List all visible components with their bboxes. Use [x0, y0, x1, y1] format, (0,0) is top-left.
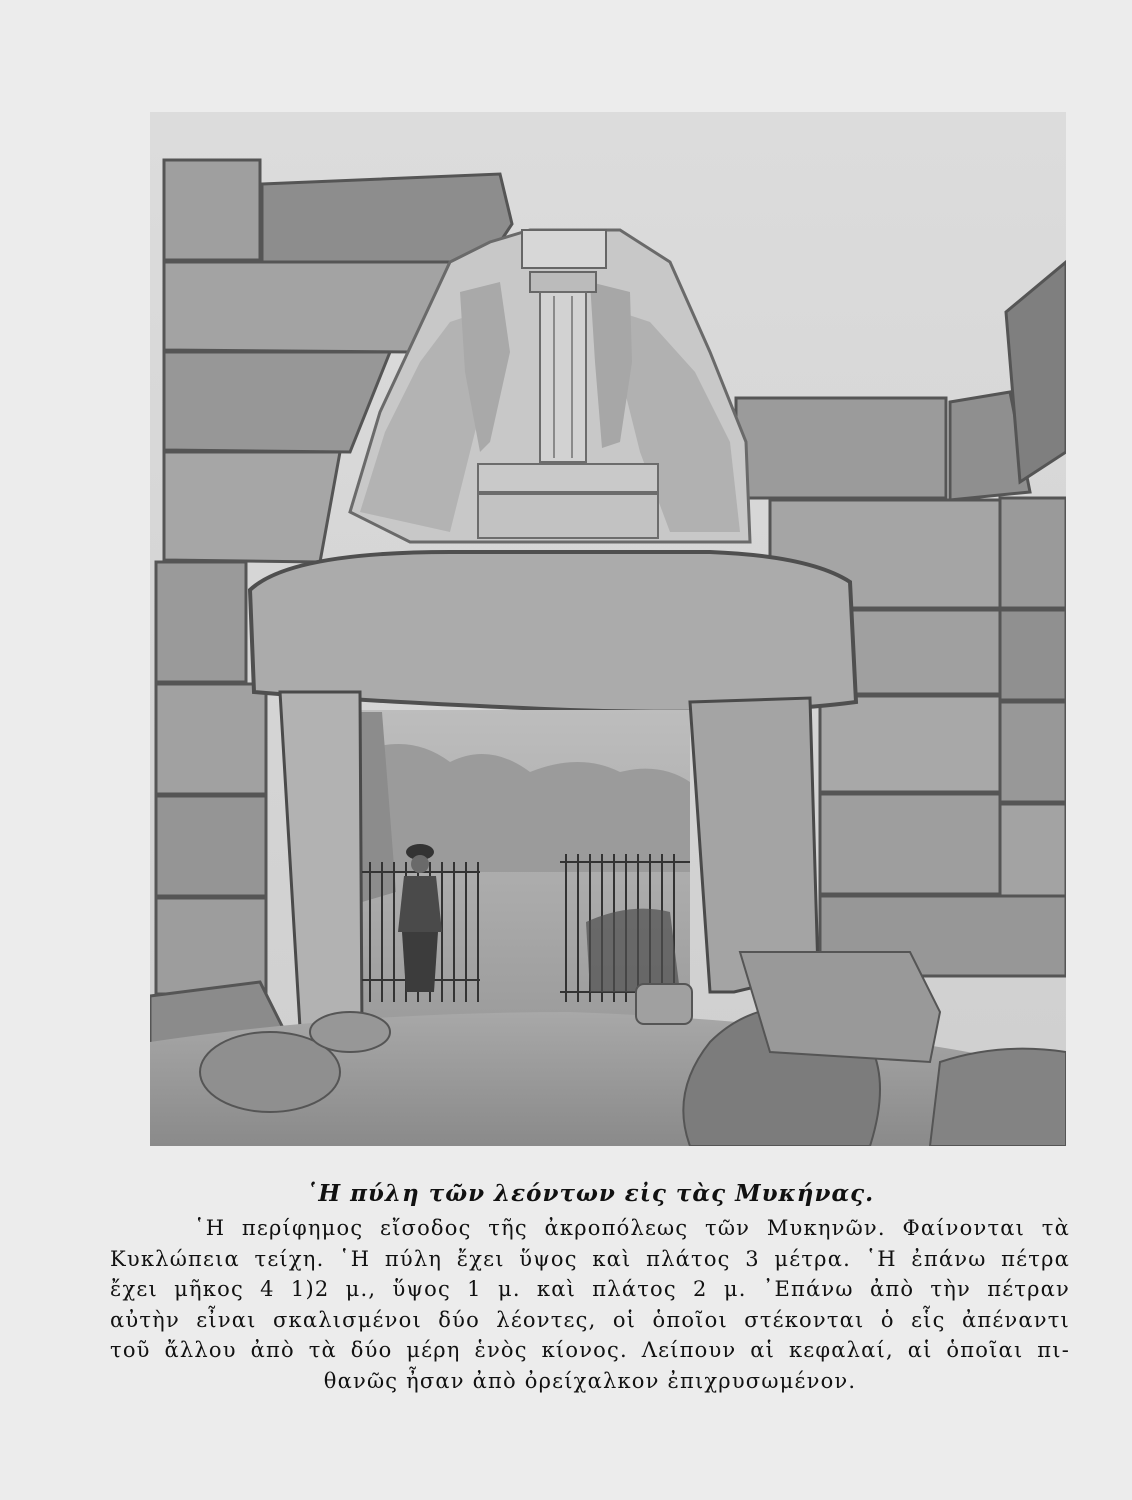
lion-gate-photograph — [150, 112, 1066, 1146]
caption-title: ῾Η πύλη τῶν λεόντων εἰς τὰς Μυκήνας. — [305, 1180, 875, 1207]
caption-line: Κυκλώπεια τείχη. ῾Η πύλη ἔχει ὕψος καὶ πλάτος 3 μέτρα. ῾Η ἐπάνω πέτρα — [110, 1246, 1070, 1271]
caption-line: ῾Η περίφημος εἴσοδος τῆς ἀκροπόλεως τῶν Μυκηνῶν. Φαίνονται τὰ — [194, 1216, 1070, 1240]
caption-line: τοῦ ἄλλου ἀπὸ τὰ δύο μέρη ἑνὸς κίονος. Λείπουν αἱ κεφαλαί, αἱ ὁποῖαι πι- — [110, 1338, 1070, 1362]
caption-line: αὐτὴν εἶναι σκαλισμένοι δύο λέοντες, οἱ ὁποῖοι στέκονται ὁ εἷς ἀπέναντι — [110, 1307, 1070, 1332]
caption-line: θανῶς ἦσαν ἀπὸ ὀρείχαλκον ἐπιχρυσωμένον. — [323, 1368, 857, 1393]
caption-line: ἔχει μῆκος 4 1)2 μ., ὕψος 1 μ. καὶ πλάτος 2 μ. ᾿Επάνω ἀπὸ τὴν πέτραν — [110, 1277, 1070, 1301]
lion-gate-illustration — [150, 112, 1066, 1146]
photo-caption — [110, 1170, 1070, 1396]
lintel-stone — [250, 552, 856, 712]
right-doorjamb — [690, 698, 818, 992]
